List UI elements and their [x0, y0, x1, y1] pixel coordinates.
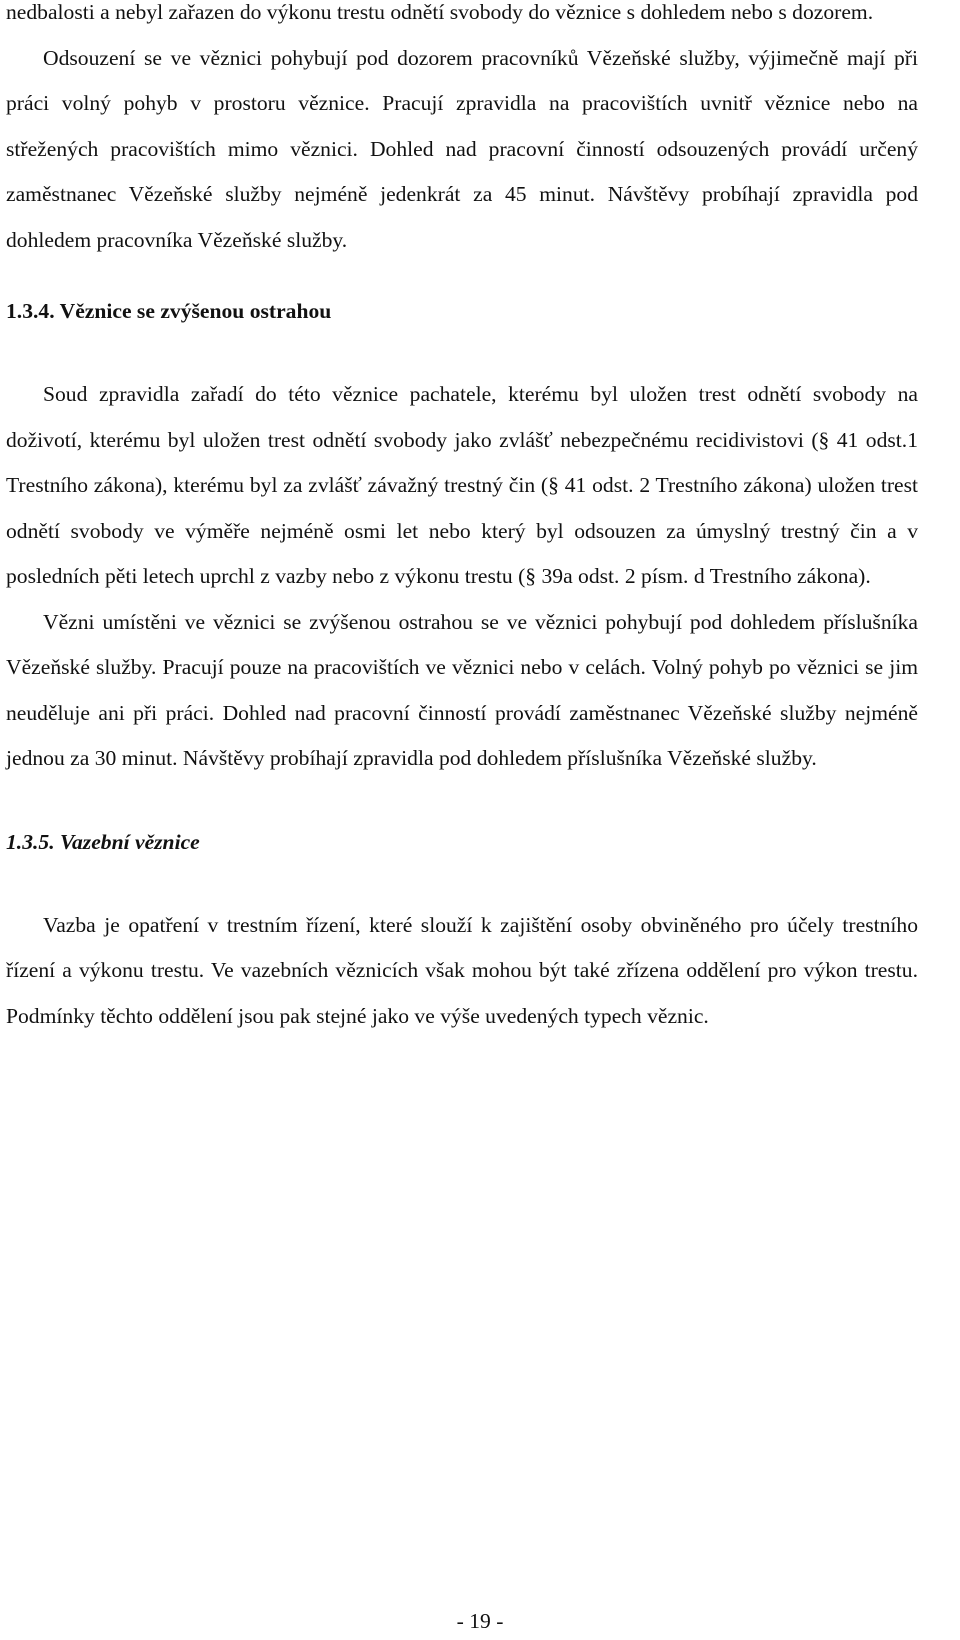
paragraph-supervision: Odsouzení se ve věznici pohybují pod dozorem pracovníků Vězeňské služby, výjimečně mají při práci volný pohyb v prostoru věznice. Pracují zpravidla na pracovištích uvnitř věznice nebo na střežených pracovištích mimo věznici. Dohled nad pracovní činností odsouzených provádí určený zaměstnanec Vězeňské služby nejméně jedenkrát za 45 minut. Návštěvy probíhají zpravidla pod dohledem pracovníka Vězeňské služby. — [6, 45, 918, 252]
paragraph-custody: Vazba je opatření v trestním řízení, které slouží k zajištění osoby obviněného pro účely trestního řízení a výkonu trestu. Ve vazebních věznicích však mohou být také zřízena oddělení pro výkon trestu. Podmínky těchto oddělení jsou pak stejné jako ve výše uvedených typech věznic. — [6, 912, 918, 1028]
paragraph-high-security-conditions: Vězni umístěni ve věznici se zvýšenou ostrahou se ve věznici pohybují pod dohledem příslušníka Vězeňské služby. Pracují pouze na pracovištích ve věznici nebo v celách. Volný pohyb po věznici se jim neuděluje ani při práci. Dohled nad pracovní činností provádí zaměstnanec Vězeňské služby nejméně jednou za 30 minut. Návštěvy probíhají zpravidla pod dohledem příslušníka Vězeňské služby. — [6, 609, 918, 770]
paragraph-high-security-assignment: Soud zpravidla zařadí do této věznice pachatele, kterému byl uložen trest odnětí svobody na doživotí, kterému byl uložen trest odnětí svobody jako zvlášť nebezpečnému recidivistovi (§ 41 odst.1 Trestního zákona), kterému byl za zvlášť závažný trestný čin (§ 41 odst. 2 Trestního zákona) uložen trest odnětí svobody ve výměře nejméně osmi let nebo který byl odsouzen za úmyslný trestný čin a v posledních pěti letech uprchl z vazby nebo z výkonu trestu (§ 39a odst. 2 písm. d Trestního zákona). — [6, 382, 918, 588]
section-heading-1-3-5: 1.3.5. Vazební věznice — [6, 829, 200, 854]
section-heading-1-3-4: 1.3.4. Věznice se zvýšenou ostrahou — [6, 299, 332, 323]
page-number: - 19 - — [456, 1609, 504, 1633]
document-page — [6, 0, 918, 1039]
paragraph-continuation: nedbalosti a nebyl zařazen do výkonu trestu odnětí svobody do věznice s dohledem nebo s dozorem. — [6, 0, 874, 24]
